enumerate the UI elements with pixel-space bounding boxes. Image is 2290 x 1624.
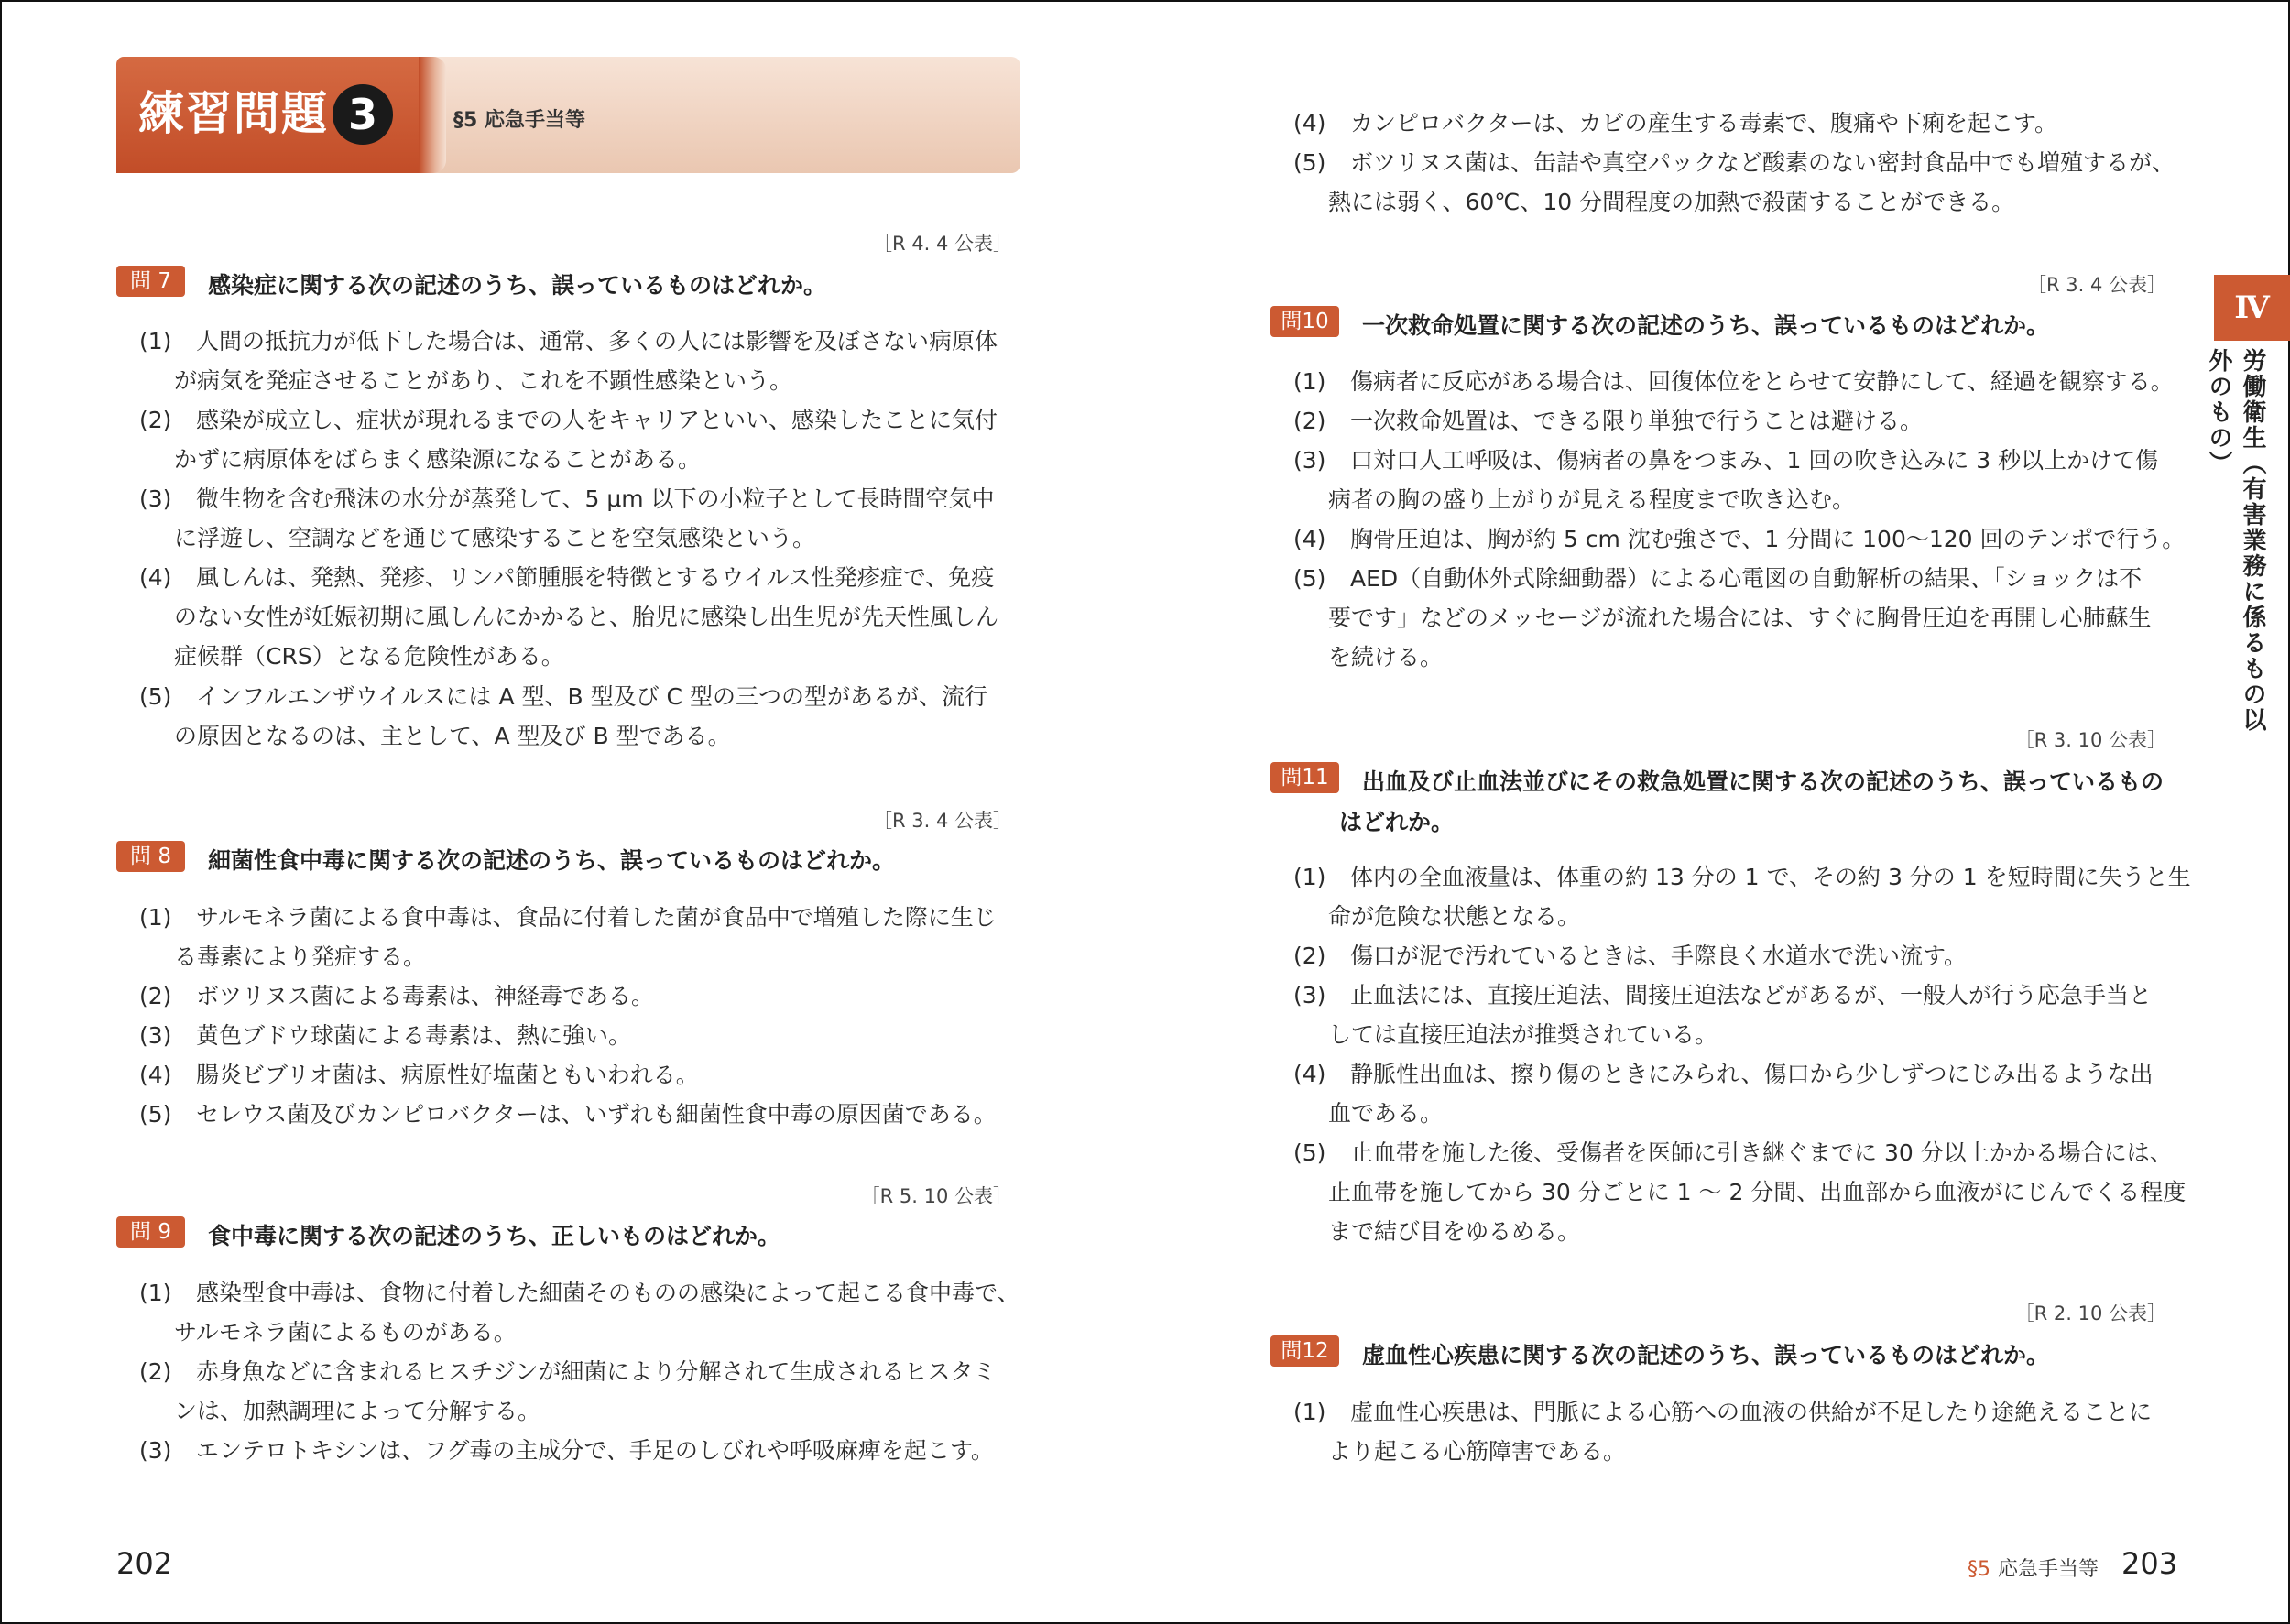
option-line: エンテロトキシンは、フグ毒の主成分で、手足のしびれや呼吸麻痺を起こす。 — [196, 1437, 994, 1464]
option-line: 命が危険な状態となる。 — [1328, 903, 1581, 930]
problem-10-option-1 — [1293, 362, 2174, 401]
option-number: (2) — [139, 983, 172, 1009]
option-number: (4) — [1293, 1061, 1326, 1087]
option-number: (4) — [139, 564, 172, 591]
option-line: 腸炎ビブリオ菌は、病原性好塩菌ともいわれる。 — [196, 1062, 699, 1088]
option-line: かずに病原体をばらまく感染源になることがある。 — [174, 446, 702, 473]
option-line: 口対口人工呼吸は、傷病者の鼻をつまみ、1 回の吹き込みに 3 秒以上かけて傷 — [1350, 447, 2159, 474]
problem-7-option-5 — [139, 677, 987, 756]
problem-10-option-5 — [1293, 559, 2152, 677]
option-line: 人間の抵抗力が低下した場合は、通常、多くの人には影響を及ぼさない病原体 — [196, 328, 998, 354]
option-number: (2) — [139, 407, 172, 433]
header-section: §5 応急手当等 — [453, 109, 585, 132]
problem-11-option-2 — [1293, 936, 1967, 975]
option-line: 病者の胸の盛り上がりが見える程度まで吹き込む。 — [1328, 486, 1856, 513]
option-line: AED（自動体外式除細動器）による心電図の自動解析の結果、「ショックは不 — [1350, 565, 2143, 592]
option-line: セレウス菌及びカンピロバクターは、いずれも細菌性食中毒の原因菌である。 — [196, 1101, 997, 1128]
option-number: (4) — [1293, 526, 1326, 552]
option-line: 熱には弱く、60℃、10 分間程度の加熱で殺菌することができる。 — [1328, 189, 2015, 215]
problem-11-question-text-2: はどれか。 — [1339, 809, 1455, 835]
problem-11-option-5 — [1293, 1133, 2186, 1251]
problem-7-source: ［R 4. 4 公表］ — [872, 233, 1012, 255]
problem-11-option-1 — [1293, 857, 2191, 936]
option-line: 止血法には、直接圧迫法、間接圧迫法などがあるが、一般人が行う応急手当と — [1350, 982, 2153, 1008]
problem-9-option-2 — [139, 1352, 996, 1431]
option-line: ボツリヌス菌による毒素は、神経毒である。 — [196, 983, 655, 1009]
problem-9-option-4 — [1293, 104, 2057, 143]
option-number: (2) — [1293, 408, 1326, 434]
problem-11-source: ［R 3. 10 公表］ — [2014, 729, 2166, 751]
header-separator — [419, 57, 446, 173]
option-line: を続ける。 — [1328, 644, 1444, 670]
header-number-badge: 3 — [333, 84, 393, 145]
problem-8-source: ［R 3. 4 公表］ — [872, 810, 1012, 832]
option-line: 赤身魚などに含まれるヒスチジンが細菌により分解されて生成されるヒスタミ — [196, 1358, 997, 1385]
problem-8-option-4 — [139, 1055, 699, 1095]
problem-12-option-1 — [1293, 1392, 2152, 1471]
option-line: に浮遊し、空調などを通じて感染することを空気感染という。 — [174, 525, 816, 551]
problem-8-question-text: 細菌性食中毒に関する次の記述のうち、誤っているものはどれか。 — [208, 847, 896, 874]
option-number: (3) — [139, 485, 172, 512]
option-line: 黄色ブドウ球菌による毒素は、熱に強い。 — [196, 1022, 632, 1049]
option-number: (1) — [139, 1280, 172, 1306]
option-line: 感染が成立し、症状が現れるまでの人をキャリアといい、感染したことに気付 — [196, 407, 998, 433]
problem-9-option-5 — [1293, 143, 2175, 222]
header-title: 練習問題 — [138, 87, 329, 140]
footer-section-mark: §5 — [1968, 1558, 1990, 1581]
option-line: 一次救命処置は、できる限り単独で行うことは避ける。 — [1350, 408, 1924, 434]
option-number: (1) — [139, 328, 172, 354]
problem-7-option-2 — [139, 400, 998, 479]
problem-10-badge: 問10 — [1270, 306, 1339, 337]
problem-12-question-text: 虚血性心疾患に関する次の記述のうち、誤っているものはどれか。 — [1362, 1342, 2050, 1368]
problem-7-option-1 — [139, 322, 998, 400]
option-line: 止血帯を施してから 30 分ごとに 1 〜 2 分間、出血部から血液がにじんでくる程度 — [1328, 1179, 2186, 1205]
option-line: が病気を発症させることがあり、これを不顕性感染という。 — [174, 367, 793, 394]
option-line: 静脈性出血は、擦り傷のときにみられ、傷口から少しずつにじみ出るような出 — [1350, 1061, 2154, 1087]
option-line: 風しんは、発熱、発疹、リンパ節腫脹を特徴とするウイルス性発疹症で、免疫 — [196, 564, 995, 591]
option-line: 要です」などのメッセージが流れた場合には、すぐに胸骨圧迫を再開し心肺蘇生 — [1328, 605, 2152, 631]
option-line: 症候群（CRS）となる危険性がある。 — [174, 643, 564, 670]
footer-section — [1968, 1553, 2099, 1582]
option-number: (3) — [1293, 982, 1326, 1008]
option-number: (5) — [139, 1101, 172, 1128]
option-line: ボツリヌス菌は、缶詰や真空パックなど酸素のない密封食品中でも増殖するが、 — [1350, 149, 2176, 176]
problem-9-source: ［R 5. 10 公表］ — [860, 1185, 1012, 1207]
problem-9-badge: 問 9 — [116, 1216, 185, 1248]
problem-10-option-2 — [1293, 401, 1923, 441]
option-line: ンは、加熱調理によって分解する。 — [174, 1398, 541, 1424]
problem-10-source: ［R 3. 4 公表］ — [2026, 274, 2166, 296]
problem-8-badge: 問 8 — [116, 841, 185, 872]
option-line: る毒素により発症する。 — [174, 943, 427, 970]
problem-7-question-text: 感染症に関する次の記述のうち、誤っているものはどれか。 — [208, 272, 827, 299]
problem-10-question-text: 一次救命処置に関する次の記述のうち、誤っているものはどれか。 — [1362, 312, 2050, 339]
option-line: 体内の全血液量は、体重の約 13 分の 1 で、その約 3 分の 1 を短時間に失うと生 — [1350, 864, 2191, 890]
problem-11-option-3 — [1293, 975, 2152, 1054]
problem-7-badge: 問 7 — [116, 266, 185, 297]
problem-7-option-3 — [139, 479, 995, 558]
option-number: (1) — [139, 904, 172, 931]
option-line: 微生物を含む飛沫の水分が蒸発して、5 μm 以下の小粒子として長時間空気中 — [196, 485, 995, 512]
problem-9-question-text: 食中毒に関する次の記述のうち、正しいものはどれか。 — [208, 1223, 781, 1249]
footer-section-label: 応急手当等 — [1998, 1558, 2099, 1581]
option-line: のない女性が妊娠初期に風しんにかかると、胎児に感染し出生児が先天性風しん — [174, 604, 999, 630]
option-line: 感染型食中毒は、食物に付着した細菌そのものの感染によって起こる食中毒で、 — [196, 1280, 1020, 1306]
option-number: (5) — [1293, 149, 1326, 176]
option-line: カンピロバクターは、カビの産生する毒素で、腹痛や下痢を起こす。 — [1350, 110, 2058, 136]
option-number: (1) — [1293, 864, 1326, 890]
option-number: (5) — [1293, 1139, 1326, 1166]
problem-12-source: ［R 2. 10 公表］ — [2014, 1302, 2166, 1324]
problem-7-option-4 — [139, 558, 998, 676]
problem-8-option-1 — [139, 898, 997, 976]
option-line: サルモネラ菌による食中毒は、食品に付着した菌が食品中で増殖した際に生じ — [196, 904, 997, 931]
problem-11-question-text: 出血及び止血法並びにその救急処置に関する次の記述のうち、誤っているもの — [1362, 768, 2165, 795]
option-number: (4) — [1293, 110, 1326, 136]
option-number: (4) — [139, 1062, 172, 1088]
option-number: (1) — [1293, 368, 1326, 395]
problem-11-badge: 問11 — [1270, 762, 1339, 793]
problem-8-option-5 — [139, 1095, 997, 1134]
option-line: の原因となるのは、主として、A 型及び B 型である。 — [174, 723, 731, 749]
option-line: 傷口が泥で汚れているときは、手際良く水道水で洗い流す。 — [1350, 943, 1968, 969]
problem-11-option-4 — [1293, 1054, 2154, 1133]
problem-8-option-2 — [139, 976, 654, 1016]
option-line: インフルエンザウイルスには A 型、B 型及び C 型の三つの型があるが、流行 — [196, 683, 987, 710]
problem-9-option-3 — [139, 1431, 994, 1470]
option-number: (3) — [1293, 447, 1326, 474]
option-line: 止血帯を施した後、受傷者を医師に引き継ぐまでに 30 分以上かかる場合には、 — [1350, 1139, 2173, 1166]
chapter-title-vertical: 労働衛生（有害業務に係るもの以外のもの） — [2205, 348, 2266, 733]
option-line: 傷病者に反応がある場合は、回復体位をとらせて安静にして、経過を観察する。 — [1350, 368, 2174, 395]
option-line: サルモネラ菌によるものがある。 — [174, 1319, 517, 1346]
option-line: しては直接圧迫法が推奨されている。 — [1328, 1021, 1718, 1048]
problem-12-badge: 問12 — [1270, 1335, 1339, 1367]
option-line: 胸骨圧迫は、胸が約 5 cm 沈む強さで、1 分間に 100〜120 回のテンポで行う。 — [1350, 526, 2186, 552]
option-number: (1) — [1293, 1399, 1326, 1425]
page-number-right: 203 — [2121, 1546, 2178, 1581]
option-number: (2) — [1293, 943, 1326, 969]
page-number-left: 202 — [116, 1546, 173, 1581]
option-number: (3) — [139, 1437, 172, 1464]
problem-10-option-4 — [1293, 519, 2185, 559]
chapter-tab: Ⅳ — [2214, 275, 2290, 341]
problem-8-option-3 — [139, 1016, 631, 1055]
option-line: 血である。 — [1328, 1100, 1444, 1127]
problem-9-option-1 — [139, 1273, 1020, 1352]
option-line: より起こる心筋障害である。 — [1328, 1438, 1627, 1465]
problem-10-option-3 — [1293, 441, 2158, 519]
option-number: (3) — [139, 1022, 172, 1049]
option-number: (2) — [139, 1358, 172, 1385]
option-number: (5) — [1293, 565, 1326, 592]
option-line: まで結び目をゆるめる。 — [1328, 1218, 1581, 1245]
option-number: (5) — [139, 683, 172, 710]
option-line: 虚血性心疾患は、門脈による心筋への血液の供給が不足したり途絶えることに — [1350, 1399, 2153, 1425]
exercise-header — [116, 57, 1020, 173]
